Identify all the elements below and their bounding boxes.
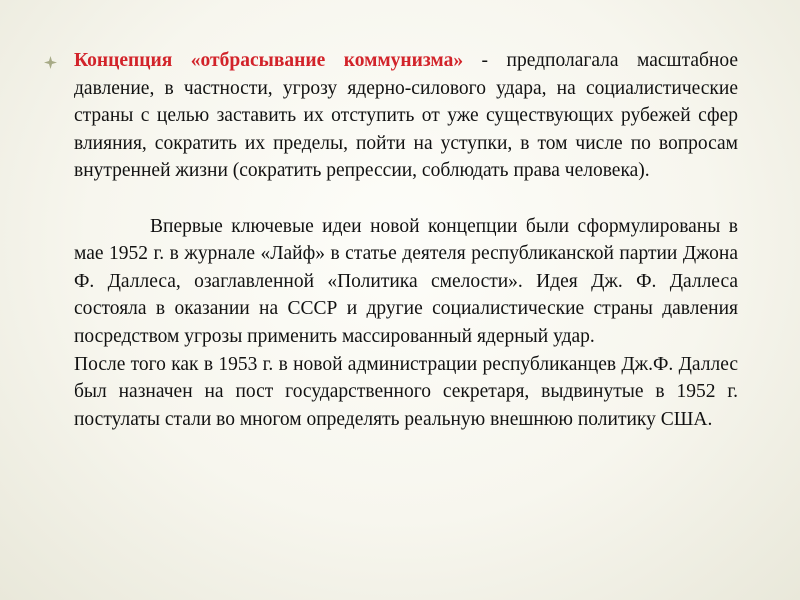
paragraph-spacer	[74, 185, 738, 213]
slide-text-body	[74, 47, 738, 433]
four-point-star-bullet-icon	[44, 56, 57, 69]
concept-term: Концепция «отбрасывание коммунизма»	[74, 50, 464, 71]
paragraph-dulles-article: Впервые ключевые идеи новой концепции были сформулированы в мае 1952 г. в журнале «Лайф» в статье деятеля республиканской партии Джона Ф. Даллеса, озаглавленной «Политика смелости». Идея Дж. Ф. Даллеса состояла в оказании на СССР и другие социалистические страны давления посредством угрозы применить массированный ядерный удар.	[74, 215, 738, 347]
paragraph-secretary-of-state: После того как в 1953 г. в новой администрации республиканцев Дж.Ф. Даллес был назначен на пост государственного секретаря, выдвинутые в 1952 г. постулаты стали во многом определять реальную внешнюю политику США.	[74, 353, 738, 430]
concept-definition-text: - предполагала масштабное давление, в частности, угрозу ядерно-силового удара, на социалистические страны с целью заставить их отступить от уже существующих рубежей сфер влияния, сократить их пределы, пойти на уступки, в том числе по вопросам внутренней жизни (сократить репрессии, соблюдать права человека).	[74, 50, 738, 182]
paragraph-concept-definition	[74, 47, 738, 185]
